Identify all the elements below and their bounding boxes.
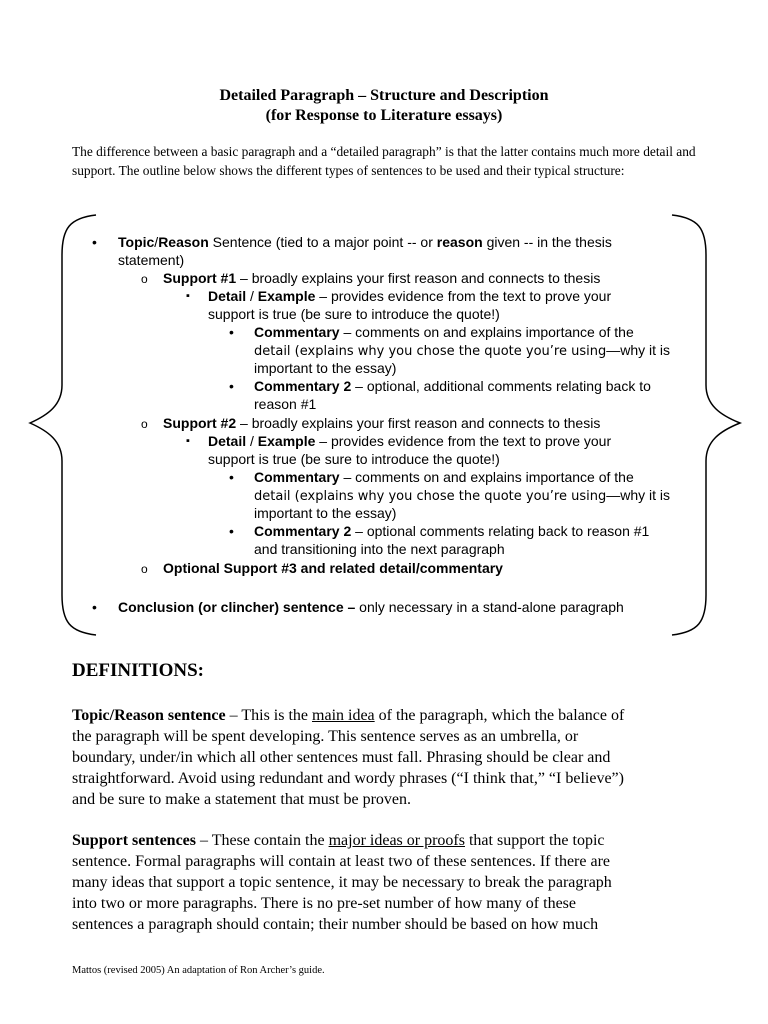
outline-commentary3-continuation2: important to the essay) <box>254 505 397 521</box>
outline-support2-line: Support #2 – broadly explains your first reason and connects to thesis <box>163 415 601 431</box>
page-footer: Mattos (revised 2005) An adaptation of Ron Archer’s guide. <box>72 965 325 976</box>
outline-optional-support-line: Optional Support #3 and related detail/commentary <box>163 560 503 576</box>
outline-detail1-continuation: support is true (be sure to introduce the quote!) <box>208 306 500 322</box>
topic-term: Topic <box>118 234 155 250</box>
outline-commentary2-line: Commentary 2 – optional, additional comments relating back to <box>254 378 651 394</box>
outline-commentary4-continuation: and transitioning into the next paragraph <box>254 541 505 557</box>
reason-term: Reason <box>158 234 209 250</box>
outline-commentary1-continuation: detail (explains why you chose the quote you’re using—why it is <box>254 342 671 359</box>
support-definition-paragraph: Support sentences – These contain the major ideas or proofs that support the topic sentence. Formal paragraphs will contain at least two of these sentences. If there are many ideas that support a topic sentence, it may be necessary to break the paragraph into two or more paragraphs. There is no pre-set number of how many of these sentences a paragraph should contain; their number should be based on how much <box>72 832 612 933</box>
outline-topic-continuation: statement) <box>118 252 185 268</box>
circle-bullet-icon: o <box>141 562 148 576</box>
square-bullet-icon: ▪ <box>186 290 190 302</box>
bullet-dot-icon: • <box>92 599 97 615</box>
outline-detail1-line: Detail / Example – provides evidence from the text to prove your <box>208 288 612 304</box>
square-bullet-icon: ▪ <box>186 435 190 447</box>
main-idea-underlined: main idea <box>312 707 375 724</box>
outline-commentary1-line: Commentary – comments on and explains importance of the <box>254 324 634 340</box>
outline-conclusion-line: Conclusion (or clincher) sentence – only necessary in a stand-alone paragraph <box>118 599 624 615</box>
outline-support1-line: Support #1 – broadly explains your first reason and connects to thesis <box>163 270 601 286</box>
outline-commentary4-line: Commentary 2 – optional comments relating back to reason #1 <box>254 523 650 539</box>
right-brace-shape <box>672 215 740 635</box>
bullet-dot-icon: • <box>229 469 234 485</box>
outline-commentary2-continuation: reason #1 <box>254 396 317 412</box>
major-ideas-underlined: major ideas or proofs <box>328 832 465 849</box>
circle-bullet-icon: o <box>141 272 148 286</box>
outline-detail2-continuation: support is true (be sure to introduce the quote!) <box>208 451 500 467</box>
bullet-dot-icon: • <box>229 378 234 394</box>
outline-detail2-line: Detail / Example – provides evidence from the text to prove your <box>208 433 612 449</box>
left-brace-shape <box>30 215 96 635</box>
outline-commentary3-line: Commentary – comments on and explains importance of the <box>254 469 634 485</box>
outline-commentary1-continuation2: important to the essay) <box>254 360 397 376</box>
definitions-heading: DEFINITIONS: <box>72 660 204 681</box>
document-title: Detailed Paragraph – Structure and Description <box>219 87 549 104</box>
bullet-dot-icon: • <box>229 523 234 539</box>
intro-paragraph: The difference between a basic paragraph and a “detailed paragraph” is that the latter contains much more detail and support. The outline below shows the different types of sentences to be used and their typical structure: <box>72 144 696 178</box>
outline-topic-line: Topic/Reason Sentence (tied to a major point -- or reason given -- in the thesis <box>118 234 612 250</box>
outline-commentary3-continuation: detail (explains why you chose the quote you’re using—why it is <box>254 487 671 504</box>
support-definition-term: Support sentences <box>72 832 197 849</box>
bullet-dot-icon: • <box>229 324 234 340</box>
topic-definition-paragraph: Topic/Reason sentence – This is the main idea of the paragraph, which the balance of the paragraph will be spent developing. This sentence serves as an umbrella, or boundary, under/in which all other sentences must fall. Phrasing should be clear and straightforward. Avoid using redundant and wordy phrases (“I think that,” “I believe”) and be sure to make a statement that must be proven. <box>72 707 625 808</box>
circle-bullet-icon: o <box>141 417 148 431</box>
bullet-dot-icon: • <box>92 234 97 250</box>
document-subtitle: (for Response to Literature essays) <box>265 107 503 124</box>
topic-definition-term: Topic/Reason sentence <box>72 707 226 724</box>
